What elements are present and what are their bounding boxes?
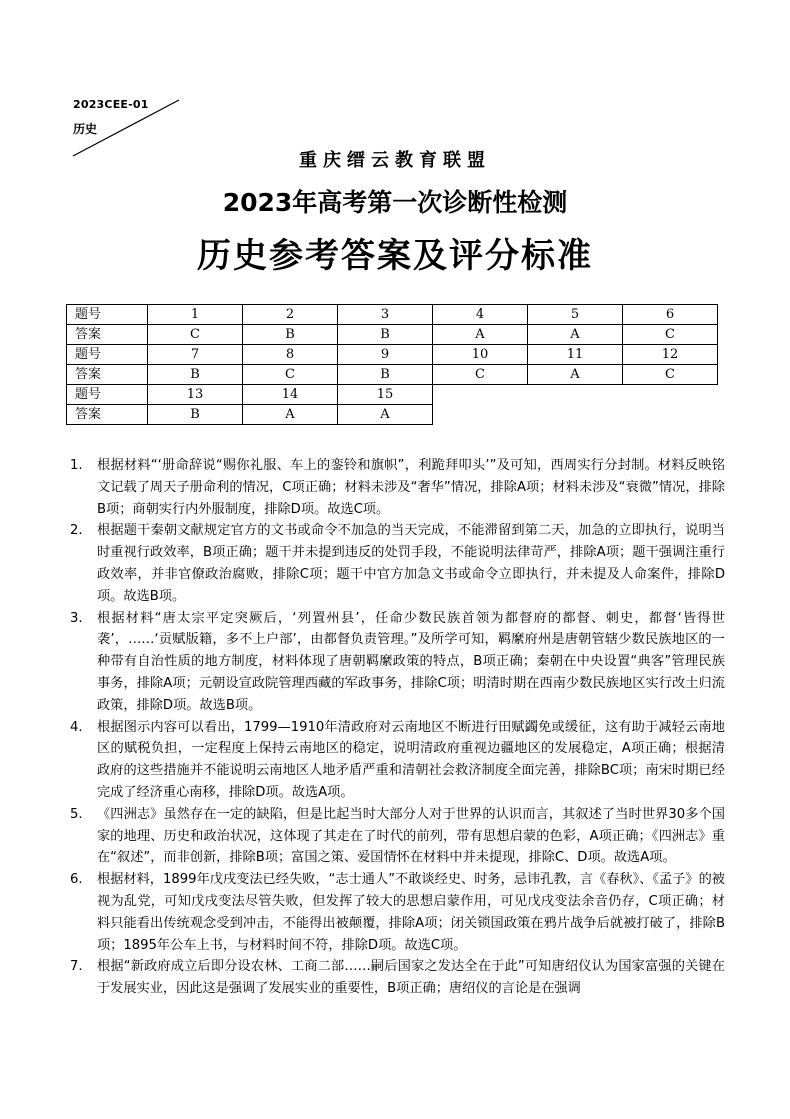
answer-cell: B [338, 325, 433, 345]
question-number: 11 [528, 345, 623, 365]
explanation-item [70, 804, 725, 869]
item-text: 《四洲志》虽然存在一定的缺陷，但是比起当时大部分人对于世界的认识而言，其叙述了当时世界30多个国家的地理、历史和政治状况，这体现了其走在了时代的前列，带有思想启蒙的色彩，A项正确；《四洲志》重在“叙述”，而非创新，排除B项；富国之策、爱国情怀在材料中并未提现，排除C、D项。故选A项。 [97, 806, 725, 866]
item-text: 根据材料，1899年戊戌变法已经失败，“志士通人”不敢谈经史、时务，忌讳孔教，言《春秋》、《孟子》的被视为乱党，可知戊戌变法尽管失败，但发挥了较大的思想启蒙作用，可见戊戌变法余音仍存，C项正确；材料只能看出传统观念受到冲击，不能得出被颠覆，排除A项；闭关锁国政策在鸦片战争后就被打破了，排除B项；1895年公车上书，与材料时间不符，排除D项。故选C项。 [97, 872, 725, 953]
table-row-answers [67, 325, 718, 345]
question-number: 5 [528, 305, 623, 325]
item-number: 3. [70, 610, 83, 626]
answer-cell: B [338, 365, 433, 385]
question-number: 10 [433, 345, 528, 365]
answer-cell: C [623, 325, 718, 345]
answer-cell: B [148, 365, 243, 385]
item-number: 6. [70, 872, 83, 888]
answer-cell: C [623, 365, 718, 385]
table-row-question-numbers [67, 345, 718, 365]
organization-name: 重庆缙云教育联盟 [299, 150, 491, 171]
exam-title: 2023年高考第一次诊断性检测 [222, 188, 568, 217]
answer-cell: A [433, 325, 528, 345]
question-number: 15 [338, 385, 433, 405]
item-text: 根据题干秦朝文献规定官方的文书或命令不加急的当天完成，不能滞留到第二天，加急的立即执行，说明当时重视行政效率，B项正确；题干并未提到违反的处罚手段，不能说明法律苛严，排除A项；题干强调注重行政效率，并非官僚政治腐败，排除C项；题干中官方加急文书或命令立即执行，并未提及人命案件，排除D项。故选B项。 [97, 523, 725, 604]
explanation-item [70, 455, 725, 520]
item-number: 1. [70, 458, 83, 473]
item-text: 根据材料“‘册命辞说“赐你礼服、车上的銮铃和旗帜”，利跪拜叩头’”及可知，西周实行分封制。材料反映铭文记载了周天子册命利的情况，C项正确；材料未涉及“奢华”情况，排除A项；材料未涉及“衰微”情况，排除B项；商朝实行内外服制度，排除D项。故选C项。 [97, 458, 725, 517]
answer-label: 答案 [67, 405, 148, 425]
answer-cell: A [243, 405, 338, 425]
document-title: 历史参考答案及评分标准 [197, 236, 593, 276]
question-number: 14 [243, 385, 338, 405]
item-text: 根据材料“唐太宗平定突厥后，‘列置州县’，任命少数民族首领为都督府的都督、刺史，都督‘皆得世袭’，……‘贡赋版籍，多不上户部’，由都督负责管理。”及所学可知，羁縻府州是唐朝管辖少数民族地区的一种带有自治性质的地方制度，材料体现了唐朝羁縻政策的特点，B项正确；秦朝在中央设置“典客”管理民族事务，排除A项；元朝设宣政院管理西藏的军政事务，排除C项；明清时期在西南少数民族地区实行改土归流政策，排除D项。故选B项。 [97, 610, 725, 713]
document-code: 2023CEE-01 [73, 98, 149, 111]
question-number: 7 [148, 345, 243, 365]
question-number: 8 [243, 345, 338, 365]
question-number: 12 [623, 345, 718, 365]
explanation-item [70, 717, 725, 804]
item-text: 根据图示内容可以看出，1799—1910年清政府对云南地区不断进行田赋蠲免或缓征，这有助于减轻云南地区的赋税负担，一定程度上保持云南地区的稳定，说明清政府重视边疆地区的发展稳定，A项正确；根据清政府的这些措施并不能说明云南地区人地矛盾严重和清朝社会救济制度全面完善，排除BC项；南宋时期已经完成了经济重心南移，排除D项。故选A项。 [97, 719, 725, 800]
answer-label: 答案 [67, 325, 148, 345]
table-row-question-numbers [67, 305, 718, 325]
question-number: 1 [148, 305, 243, 325]
empty-cell [528, 405, 623, 425]
explanation-item [70, 956, 725, 1000]
explanation-item [70, 520, 725, 607]
answer-cell: B [243, 325, 338, 345]
item-text: 根据“新政府成立后即分设农林、工商二部……嗣后国家之发达全在于此”可知唐绍仪认为国家富强的关键在于发展实业，因此这是强调了发展实业的重要性，B项正确；唐绍仪的言论是在强调 [97, 959, 725, 997]
answer-cell: A [528, 325, 623, 345]
explanation-item [70, 869, 725, 956]
question-label: 题号 [67, 345, 148, 365]
table-row-answers [67, 405, 718, 425]
empty-cell [623, 385, 718, 405]
item-number: 4. [70, 719, 83, 735]
question-number: 3 [338, 305, 433, 325]
answer-cell: B [148, 405, 243, 425]
answer-cell: C [243, 365, 338, 385]
answer-cell: C [433, 365, 528, 385]
explanation-list [70, 455, 725, 1000]
empty-cell [623, 405, 718, 425]
answer-cell: A [528, 365, 623, 385]
question-number: 13 [148, 385, 243, 405]
question-label: 题号 [67, 385, 148, 405]
question-number: 9 [338, 345, 433, 365]
question-number: 6 [623, 305, 718, 325]
explanation-item [70, 608, 725, 717]
empty-cell [528, 385, 623, 405]
table-row-answers [67, 365, 718, 385]
empty-cell [433, 385, 528, 405]
question-number: 4 [433, 305, 528, 325]
item-number: 7. [70, 959, 83, 975]
question-label: 题号 [67, 305, 148, 325]
answer-table [66, 304, 718, 425]
item-number: 5. [70, 806, 83, 822]
answer-cell: A [338, 405, 433, 425]
table-row-question-numbers [67, 385, 718, 405]
answer-cell: C [148, 325, 243, 345]
subject-label: 历史 [73, 122, 98, 136]
item-number: 2. [70, 523, 83, 539]
empty-cell [433, 405, 528, 425]
question-number: 2 [243, 305, 338, 325]
answer-label: 答案 [67, 365, 148, 385]
